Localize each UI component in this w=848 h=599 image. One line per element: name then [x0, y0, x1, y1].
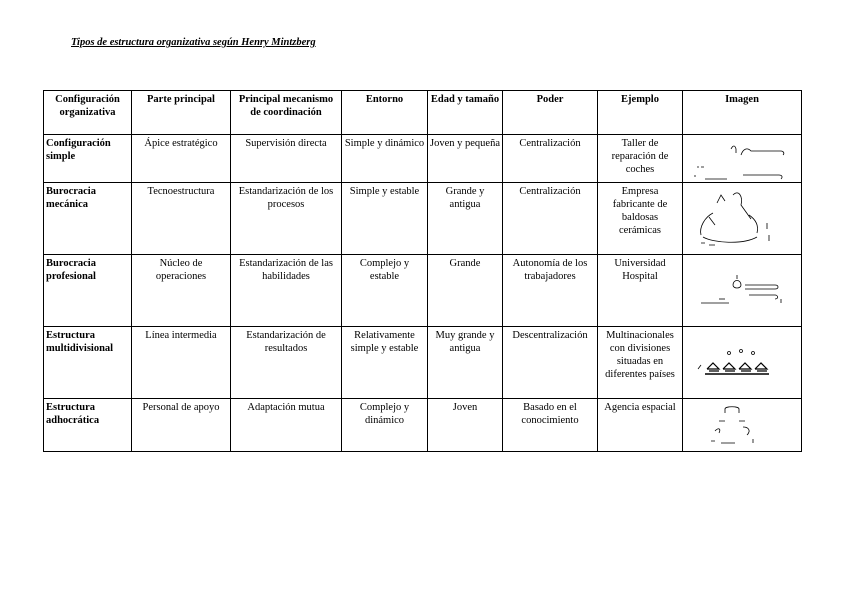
estructura-multidivisional-diagram: [683, 327, 802, 399]
page-title: Tipos de estructura organizativa según Henry Mintzberg: [71, 37, 316, 48]
burocracia-mecanica-diagram: [683, 183, 802, 255]
power-cell: Basado en el conocimiento: [503, 399, 598, 452]
part-cell: Personal de apoyo: [132, 399, 231, 452]
config-cell: Configuración simple: [44, 135, 132, 183]
mechanism-cell: Adaptación mutua: [231, 399, 342, 452]
age-size-cell: Muy grande y antigua: [428, 327, 503, 399]
power-cell: Descentralización: [503, 327, 598, 399]
example-cell: Multinacionales con divisiones situadas en diferentes países: [598, 327, 683, 399]
power-cell: Centralización: [503, 183, 598, 255]
mechanism-cell: Supervisión directa: [231, 135, 342, 183]
header-cell: Entorno: [342, 91, 428, 135]
example-cell: Universidad Hospital: [598, 255, 683, 327]
table-row: [44, 399, 802, 452]
mintzberg-table: [43, 90, 802, 452]
header-cell: Principal mecanismo de coordinación: [231, 91, 342, 135]
age-size-cell: Grande y antigua: [428, 183, 503, 255]
part-cell: Tecnoestructura: [132, 183, 231, 255]
table-row: [44, 183, 802, 255]
example-cell: Empresa fabricante de baldosas cerámicas: [598, 183, 683, 255]
config-cell: Estructura multidivisional: [44, 327, 132, 399]
mechanism-cell: Estandarización de resultados: [231, 327, 342, 399]
power-cell: Autonomía de los trabajadores: [503, 255, 598, 327]
header-cell: Edad y tamaño: [428, 91, 503, 135]
example-cell: Agencia espacial: [598, 399, 683, 452]
table-header-row: [44, 91, 802, 135]
environment-cell: Relativamente simple y estable: [342, 327, 428, 399]
example-cell: Taller de reparación de coches: [598, 135, 683, 183]
header-cell: Poder: [503, 91, 598, 135]
header-cell: Parte principal: [132, 91, 231, 135]
power-cell: Centralización: [503, 135, 598, 183]
burocracia-profesional-diagram: [683, 255, 802, 327]
environment-cell: Complejo y dinámico: [342, 399, 428, 452]
header-cell: Imagen: [683, 91, 802, 135]
mechanism-cell: Estandarización de las habilidades: [231, 255, 342, 327]
age-size-cell: Joven y pequeña: [428, 135, 503, 183]
config-cell: Burocracia mecánica: [44, 183, 132, 255]
table-row: [44, 327, 802, 399]
config-cell: Estructura adhocrática: [44, 399, 132, 452]
age-size-cell: Grande: [428, 255, 503, 327]
header-cell: Configuración organizativa: [44, 91, 132, 135]
config-cell: Burocracia profesional: [44, 255, 132, 327]
table-row: [44, 135, 802, 183]
table-row: [44, 255, 802, 327]
configuracion-simple-diagram: [683, 135, 802, 183]
environment-cell: Simple y dinámico: [342, 135, 428, 183]
part-cell: Línea intermedia: [132, 327, 231, 399]
estructura-adhocratica-diagram: [683, 399, 802, 452]
age-size-cell: Joven: [428, 399, 503, 452]
mechanism-cell: Estandarización de los procesos: [231, 183, 342, 255]
part-cell: Núcleo de operaciones: [132, 255, 231, 327]
header-cell: Ejemplo: [598, 91, 683, 135]
environment-cell: Simple y estable: [342, 183, 428, 255]
environment-cell: Complejo y estable: [342, 255, 428, 327]
part-cell: Ápice estratégico: [132, 135, 231, 183]
